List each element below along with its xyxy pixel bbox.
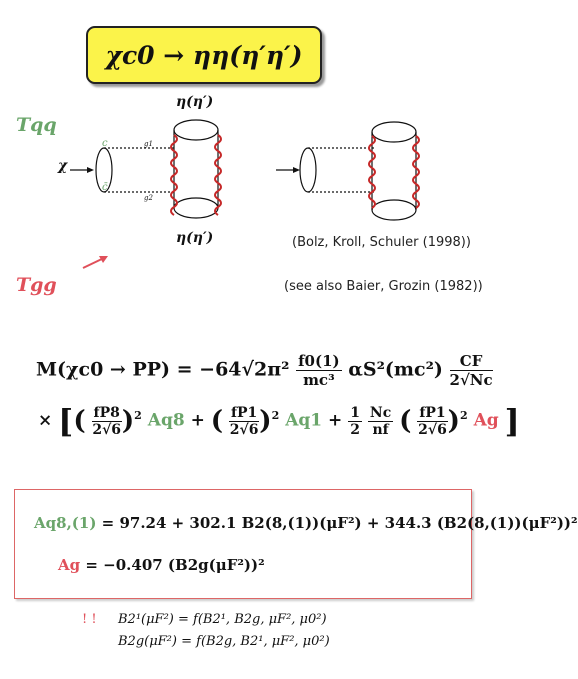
frac-fp1-b (417, 405, 447, 438)
eta-top-label: η(η′) (176, 94, 214, 110)
ag-equation (58, 556, 265, 574)
ag-term: Ag (473, 410, 499, 431)
aq8-term: Aq8 (147, 410, 185, 431)
frac-fp8 (92, 405, 122, 438)
nc-num: Nc (369, 404, 392, 421)
label-tgg: Tgg (16, 274, 57, 296)
title-box (86, 26, 322, 84)
ref-bolz: (Bolz, Kroll, Schuler (1998)) (292, 235, 471, 250)
fp1b-den: 2√6 (418, 421, 447, 438)
cf-denominator: 2√Nc (449, 371, 493, 389)
half-den: 2 (350, 421, 360, 438)
f0-numerator: f0(1) (298, 352, 340, 370)
cbar-label: c̄ (102, 182, 108, 193)
alpha-s: αS²(mc²) (348, 358, 443, 381)
amplitude-equation (36, 352, 493, 389)
frac-nc-nf (368, 405, 393, 438)
feynman-svg-right (276, 110, 446, 230)
aq1-term: Aq1 (285, 410, 323, 431)
title-text: χc0 → ηη(η′η′) (105, 40, 303, 70)
fp8-num: fP8 (93, 404, 120, 421)
fp8-den: 2√6 (92, 421, 122, 438)
g1-label: g1 (144, 140, 153, 148)
frac-fp1 (229, 405, 259, 438)
exclamation-marks: ! ! (82, 612, 97, 627)
plus-1: + (190, 410, 205, 431)
fp1b-num: fP1 (419, 404, 446, 421)
frac-cf (450, 352, 493, 389)
ag-lhs: Ag (58, 556, 81, 574)
ref-baier: (see also Baier, Grozin (1982)) (284, 279, 483, 294)
mc3-denominator: mc³ (303, 371, 335, 389)
coefficients-box (14, 489, 472, 599)
c-label: c (102, 138, 108, 149)
aq81-rhs: = 97.24 + 302.1 B2(8,(1))(μF²) + 344.3 (B2(8,(1))(μF²))² (101, 514, 578, 532)
plus-2: + (328, 410, 343, 431)
chi-label: χ (58, 158, 68, 174)
amplitude-lhs: M(χc0 → PP) = −64√2π² (36, 358, 290, 381)
nf-den: nf (372, 421, 389, 438)
feynman-svg-left (56, 90, 256, 250)
frac-half (348, 405, 362, 438)
feynman-diagram-right (276, 110, 446, 230)
feynman-diagram-left (56, 90, 256, 250)
g2-label: g2 (144, 194, 153, 202)
times-sign: × (38, 410, 53, 431)
red-arrow-icon (80, 252, 112, 272)
fp1-den: 2√6 (229, 421, 259, 438)
amplitude-equation-2: × [( $\frac{fP8}{2√6}$ )$^2$ Aq8 + ( $\frac{fP1}{2√6}$ )$^2$ Aq1 + $\frac{1}{2}$ $\frac{Nc}{nf}$ ( $\frac{fP1}{2√6}$ )$^2$ Ag ] (38, 402, 520, 440)
half-num: 1 (350, 404, 360, 421)
label-tqq: Tqq (16, 114, 57, 136)
aq81-equation (34, 514, 578, 532)
fp1-num: fP1 (231, 404, 258, 421)
aq81-lhs: Aq8,(1) (34, 514, 97, 532)
frac-f0-mc3 (296, 352, 342, 389)
ag-rhs: = −0.407 (B2g(μF²))² (85, 556, 265, 574)
b2g-relation: B2g(μF²) = f(B2g, B2¹, μF², μ0²) (118, 634, 330, 649)
eta-bottom-label: η(η′) (176, 230, 214, 246)
b21-relation: B2¹(μF²) = f(B2¹, B2g, μF², μ0²) (118, 612, 327, 627)
cf-numerator: CF (450, 352, 493, 371)
